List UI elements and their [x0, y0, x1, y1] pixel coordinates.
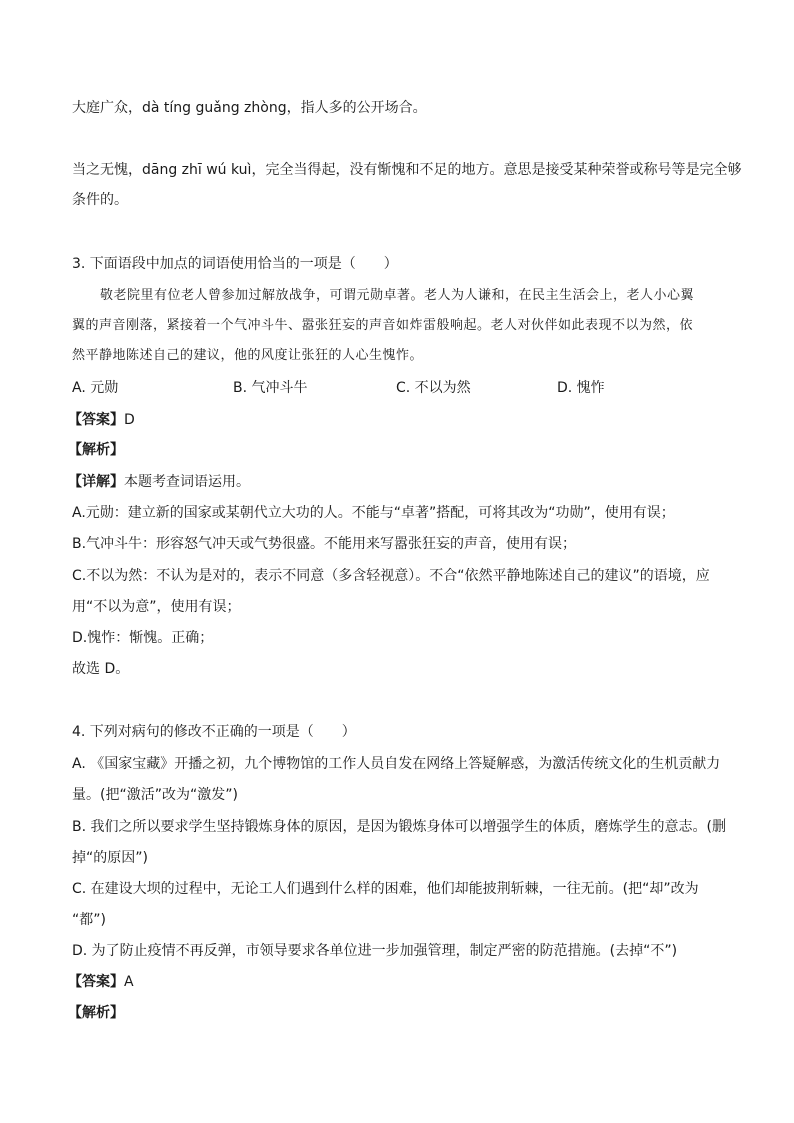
answer-value: A [124, 974, 134, 990]
question-4-option-c-line1: C. 在建设大坝的过程中，无论工人们遇到什么样的困难，他们却能披荆斩棘，一往无前。(把“却”改为 [72, 881, 699, 897]
question-4-option-b-line1: B. 我们之所以要求学生坚持锻炼身体的原因，是因为锻炼身体可以增强学生的体质，磨炼学生的意志。(删 [72, 819, 726, 835]
question-3-passage-line3: 然平静地陈述自己的建议，他的风度让张狂的人心生愧怍。 [72, 348, 424, 363]
question-3-analysis-tag: 【解析】 [68, 442, 124, 458]
question-4-option-d: D. 为了防止疫情不再反弹，市领导要求各单位进一步加强管理，制定严密的防范措施。(去掉“不”) [72, 943, 678, 959]
explanation-datingguangzhong: 大庭广众，dà tíng guǎng zhòng，指人多的公开场合。 [72, 100, 427, 116]
question-4-option-a-line2: 量。(把“激活”改为“激发”) [72, 787, 238, 803]
question-4-stem: 4. 下列对病句的修改不正确的一项是（ ） [72, 724, 356, 740]
question-3-explanation-b: B.气冲斗牛：形容怒气冲天或气势很盛。不能用来写嚣张狂妄的声音，使用有误； [72, 536, 577, 552]
question-3-option-b: B. 气冲斗牛 [233, 380, 308, 396]
question-3-explanation-a: A.元勋：建立新的国家或某朝代立大功的人。不能与“卓著”搭配，可将其改为“功勋”，使用有误； [72, 505, 675, 521]
question-3-option-a: A. 元勋 [72, 380, 119, 396]
answer-tag: 【答案】 [68, 412, 124, 428]
question-4-answer [68, 972, 722, 992]
answer-value: D [124, 412, 135, 428]
question-4-option-b-line2: 掉“的原因”) [72, 850, 148, 866]
explanation-dangzhiwukui-line1: 当之无愧，dāng zhī wú kuì，完全当得起，没有惭愧和不足的地方。意思是接受某种荣誉或称号等是完全够 [72, 162, 742, 178]
question-3-passage-line2: 翼的声音刚落，紧接着一个气冲斗牛、嚣张狂妄的声音如炸雷般响起。老人对伙伴如此表现不以为然，依 [72, 318, 694, 333]
question-3-explanation-c-line2: 用“不以为意”，使用有误； [72, 599, 241, 615]
question-3-stem: 3. 下面语段中加点的词语使用恰当的一项是（ ） [72, 256, 398, 272]
detail-tag: 【详解】 [68, 474, 124, 490]
question-3-option-d: D. 愧怍 [557, 380, 605, 396]
question-3-answer [68, 410, 722, 430]
question-3-option-c: C. 不以为然 [396, 380, 471, 396]
question-3-explanation-d: D.愧怍：惭愧。正确； [72, 630, 214, 646]
question-4-option-a-line1: A. 《国家宝藏》开播之初，九个博物馆的工作人员自发在网络上答疑解惑，为激活传统文化的生机贡献力 [72, 756, 721, 772]
question-3-passage-line1: 敬老院里有位老人曾参加过解放战争，可谓元勋卓著。老人为人谦和，在民主生活会上，老人小心翼 [100, 288, 695, 303]
explanation-dangzhiwukui-line2: 条件的。 [72, 192, 128, 208]
question-4-option-c-line2: “都”) [72, 912, 106, 928]
question-4-analysis-tag: 【解析】 [68, 1005, 124, 1021]
question-3-conclusion: 故选 D。 [72, 661, 130, 677]
question-3-detail: 【详解】本题考查词语运用。 [68, 474, 250, 490]
answer-tag: 【答案】 [68, 974, 124, 990]
question-3-explanation-c-line1: C.不以为然：不认为是对的，表示不同意（多含轻视意）。不合“依然平静地陈述自己的建议”的语境，应 [72, 568, 710, 584]
